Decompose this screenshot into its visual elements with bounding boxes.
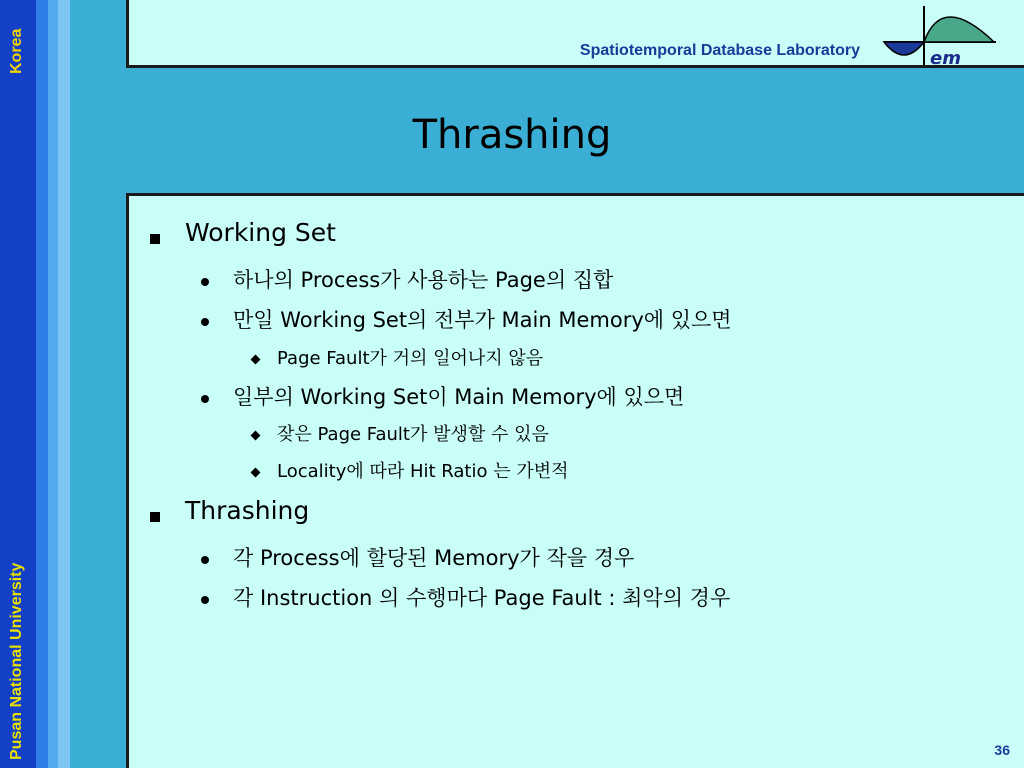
bullet-locality-hit-ratio: Locality에 따라 Hit Ratio 는 가변적 <box>277 461 569 482</box>
bullet-diamond-icon <box>251 468 261 478</box>
bullet-working-set: Working Set <box>185 218 336 247</box>
bullet-dot-icon <box>201 395 209 403</box>
bullet-partial-in-memory: 일부의 Working Set이 Main Memory에 있으면 <box>233 385 685 409</box>
lab-logo-icon <box>876 2 1004 68</box>
bullet-frequent-page-faults: 잦은 Page Fault가 발생할 수 있음 <box>277 424 549 445</box>
bullet-small-memory: 각 Process에 할당된 Memory가 작을 경우 <box>233 546 635 570</box>
bullet-worst-case: 각 Instruction 의 수행마다 Page Fault : 최악의 경우 <box>233 586 731 610</box>
bullet-few-page-faults: Page Fault가 거의 일어나지 않음 <box>277 348 544 369</box>
bullet-dot-icon <box>201 318 209 326</box>
logo-text: em <box>930 48 961 68</box>
bullet-working-set-definition: 하나의 Process가 사용하는 Page의 집합 <box>233 268 614 292</box>
page-number: 36 <box>994 742 1010 758</box>
bullet-diamond-icon <box>251 431 261 441</box>
bullet-thrashing: Thrashing <box>185 496 310 525</box>
bullet-diamond-icon <box>251 355 261 365</box>
bullet-dot-icon <box>201 596 209 604</box>
bullet-square-icon <box>150 512 160 522</box>
sidebar-university-label: Pusan National University <box>8 562 25 760</box>
slide-title: Thrashing <box>412 112 612 158</box>
sidebar-korea-label: Korea <box>8 28 25 74</box>
lab-name: Spatiotemporal Database Laboratory <box>579 42 860 59</box>
bullet-dot-icon <box>201 556 209 564</box>
bullet-full-in-memory: 만일 Working Set의 전부가 Main Memory에 있으면 <box>233 308 732 332</box>
header-panel <box>126 0 1024 68</box>
bullet-dot-icon <box>201 278 209 286</box>
bullet-square-icon <box>150 234 160 244</box>
content-panel <box>126 193 1024 768</box>
